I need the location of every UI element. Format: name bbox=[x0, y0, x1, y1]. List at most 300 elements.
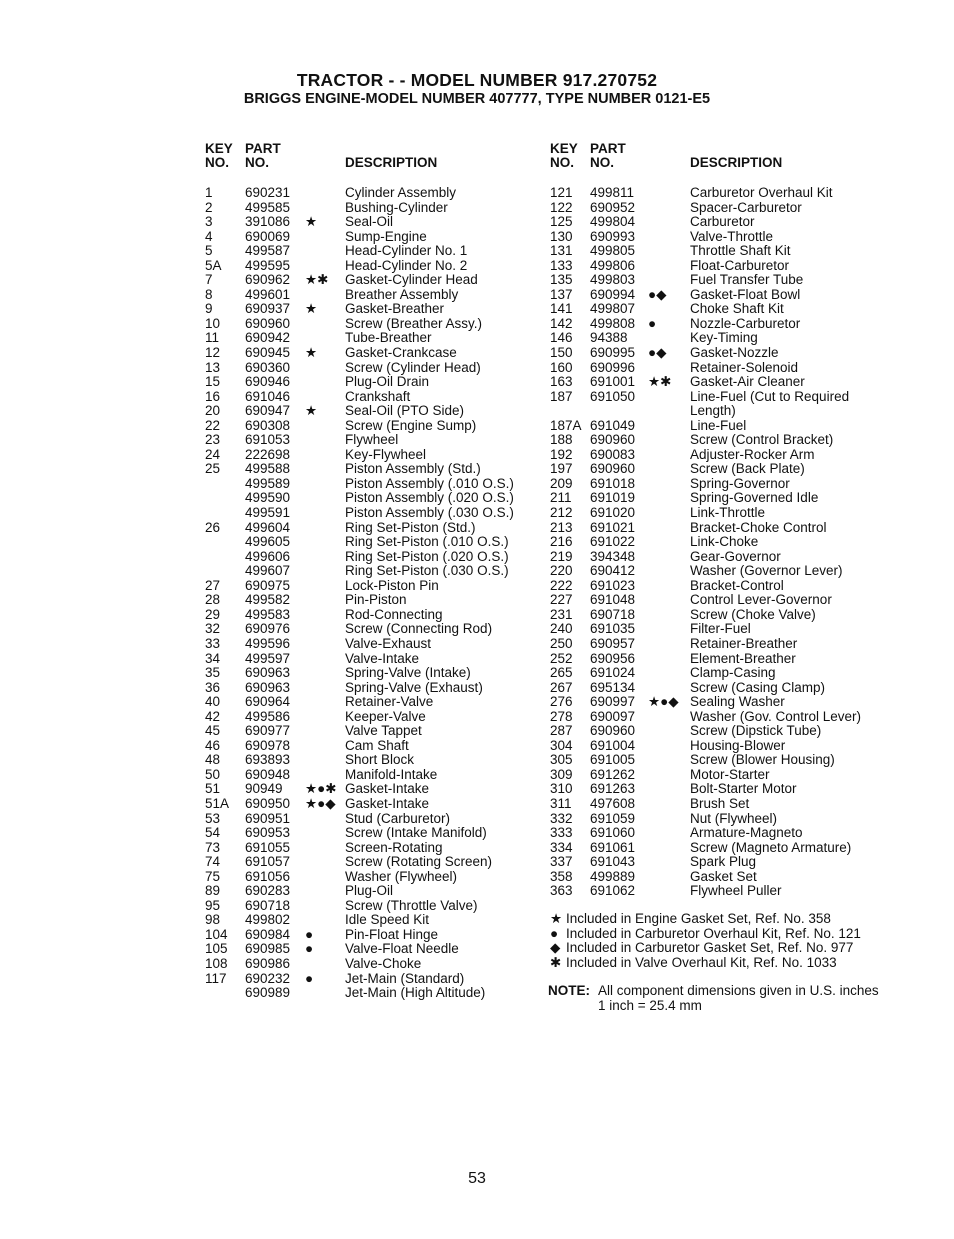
parts-table-left bbox=[205, 142, 535, 1001]
part-no: 691021 bbox=[590, 519, 636, 535]
part-no: 499588 bbox=[245, 461, 291, 477]
key-no: 337 bbox=[550, 854, 573, 870]
key-no: 29 bbox=[205, 606, 221, 622]
table-row bbox=[550, 652, 930, 667]
key-no: 24 bbox=[205, 446, 221, 462]
table-row bbox=[550, 579, 930, 594]
part-no: 499804 bbox=[590, 214, 636, 230]
part-description: Screw (Throttle Valve) bbox=[345, 897, 478, 913]
part-description: Spring-Valve (Intake) bbox=[345, 665, 471, 681]
part-description: Screw (Control Bracket) bbox=[690, 432, 834, 448]
part-description: Pin-Piston bbox=[345, 592, 407, 608]
part-no: 690960 bbox=[590, 461, 636, 477]
table-row bbox=[550, 739, 930, 754]
key-no: 33 bbox=[205, 635, 221, 651]
key-no: 20 bbox=[205, 403, 221, 419]
table-row bbox=[550, 302, 930, 317]
key-no: 7 bbox=[205, 272, 213, 288]
key-no: 46 bbox=[205, 737, 221, 753]
table-row bbox=[550, 390, 930, 405]
key-no: 135 bbox=[550, 272, 573, 288]
table-row bbox=[550, 826, 930, 841]
footnote bbox=[548, 912, 888, 927]
part-no: 690960 bbox=[590, 432, 636, 448]
key-no: 363 bbox=[550, 883, 573, 899]
part-description: Screw (Back Plate) bbox=[690, 461, 805, 477]
note bbox=[548, 984, 888, 1013]
part-description: Ring Set-Piston (Std.) bbox=[345, 519, 476, 535]
key-no: 53 bbox=[205, 810, 221, 826]
part-description: Nut (Flywheel) bbox=[690, 810, 778, 826]
part-description: Piston Assembly (.020 O.S.) bbox=[345, 490, 514, 506]
key-no: 8 bbox=[205, 286, 213, 302]
table-row bbox=[550, 622, 930, 637]
part-description: Seal-Oil (PTO Side) bbox=[345, 403, 465, 419]
key-no: 240 bbox=[550, 621, 573, 637]
table-row bbox=[550, 448, 930, 463]
part-description: Key-Flywheel bbox=[345, 446, 427, 462]
key-no: 28 bbox=[205, 592, 221, 608]
part-no: 499805 bbox=[590, 243, 636, 259]
part-description: Choke Shaft Kit bbox=[690, 301, 784, 317]
part-description: Retainer-Breather bbox=[690, 635, 798, 651]
table-row bbox=[550, 346, 930, 361]
table-row bbox=[205, 259, 535, 274]
footnote-symbol: ★ bbox=[550, 911, 563, 926]
part-no: 691001 bbox=[590, 374, 636, 390]
part-no: 690953 bbox=[245, 825, 291, 841]
header-description: DESCRIPTION bbox=[345, 155, 438, 170]
table-row bbox=[205, 361, 535, 376]
note-label: NOTE: bbox=[548, 983, 590, 999]
table-row bbox=[550, 666, 930, 681]
part-no: 690996 bbox=[590, 359, 636, 375]
included-marker: ★✱ bbox=[648, 374, 672, 390]
part-no: 691048 bbox=[590, 592, 636, 608]
part-description: Stud (Carburetor) bbox=[345, 810, 451, 826]
part-no: 690962 bbox=[245, 272, 291, 288]
part-description: Throttle Shaft Kit bbox=[690, 243, 791, 259]
key-no: 276 bbox=[550, 694, 573, 710]
part-description: Bracket-Choke Control bbox=[690, 519, 827, 535]
part-no: 691005 bbox=[590, 752, 636, 768]
part-description: Crankshaft bbox=[345, 388, 411, 404]
included-marker: ★ bbox=[305, 345, 318, 361]
part-no: 499605 bbox=[245, 534, 291, 550]
key-no: 32 bbox=[205, 621, 221, 637]
key-no: 220 bbox=[550, 563, 573, 579]
table-row bbox=[205, 622, 535, 637]
part-no: 690945 bbox=[245, 345, 291, 361]
table-row bbox=[205, 957, 535, 972]
part-description: Carburetor Overhaul Kit bbox=[690, 185, 833, 200]
included-marker: ★ bbox=[305, 403, 318, 419]
part-description: Gasket-Air Cleaner bbox=[690, 374, 805, 390]
part-description: Spacer-Carburetor bbox=[690, 199, 802, 215]
table-row bbox=[205, 855, 535, 870]
part-description: Gasket-Float Bowl bbox=[690, 286, 801, 302]
table-row bbox=[550, 361, 930, 376]
included-marker: ● bbox=[305, 926, 314, 942]
table-row bbox=[205, 972, 535, 987]
part-description: Screw (Choke Valve) bbox=[690, 606, 816, 622]
table-row bbox=[550, 433, 930, 448]
part-no: 690960 bbox=[245, 315, 291, 331]
key-no: 74 bbox=[205, 854, 221, 870]
footnotes bbox=[548, 912, 888, 1013]
part-description: Retainer-Solenoid bbox=[690, 359, 799, 375]
key-no: 13 bbox=[205, 359, 221, 375]
part-no: 691023 bbox=[590, 577, 636, 593]
table-row bbox=[550, 681, 930, 696]
key-no: 12 bbox=[205, 345, 221, 361]
part-description: Screen-Rotating bbox=[345, 839, 443, 855]
part-no: 499586 bbox=[245, 708, 291, 724]
part-description: Gasket-Cylinder Head bbox=[345, 272, 478, 288]
table-row bbox=[550, 259, 930, 274]
footnote-symbol: ✱ bbox=[550, 954, 562, 970]
parts-table-right bbox=[550, 142, 930, 899]
part-description: Gasket-Nozzle bbox=[690, 345, 779, 361]
part-description: Idle Speed Kit bbox=[345, 912, 430, 928]
table-row bbox=[205, 768, 535, 783]
part-no: 690964 bbox=[245, 694, 291, 710]
part-description: Gasket-Breather bbox=[345, 301, 445, 317]
table-row bbox=[550, 244, 930, 259]
table-row bbox=[550, 884, 930, 899]
table-row bbox=[205, 404, 535, 419]
part-description: Retainer-Valve bbox=[345, 694, 434, 710]
part-no: 690976 bbox=[245, 621, 291, 637]
table-row bbox=[550, 753, 930, 768]
part-no: 690993 bbox=[590, 228, 636, 244]
key-no: 219 bbox=[550, 548, 573, 564]
table-row bbox=[205, 186, 535, 201]
table-row bbox=[550, 855, 930, 870]
part-description: Link-Throttle bbox=[690, 505, 766, 521]
table-row bbox=[205, 884, 535, 899]
part-no: 690989 bbox=[245, 985, 291, 1001]
part-no: 499583 bbox=[245, 606, 291, 622]
part-no: 690718 bbox=[590, 606, 636, 622]
part-description: Gasket Set bbox=[690, 868, 757, 884]
key-no: 304 bbox=[550, 737, 573, 753]
part-description: Short Block bbox=[345, 752, 415, 768]
table-row bbox=[550, 375, 930, 390]
part-no: 499601 bbox=[245, 286, 291, 302]
key-no: 10 bbox=[205, 315, 221, 331]
part-description: Clamp-Casing bbox=[690, 665, 776, 681]
table-row bbox=[205, 913, 535, 928]
key-no: 73 bbox=[205, 839, 221, 855]
table-row bbox=[205, 797, 535, 812]
table-row bbox=[205, 870, 535, 885]
part-description: Screw (Engine Sump) bbox=[345, 417, 477, 433]
part-no: 499806 bbox=[590, 257, 636, 273]
part-no: 391086 bbox=[245, 214, 291, 230]
included-marker: ●◆ bbox=[648, 345, 667, 361]
part-no: 690718 bbox=[245, 897, 291, 913]
part-no: 691056 bbox=[245, 868, 291, 884]
part-no: 499595 bbox=[245, 257, 291, 273]
part-description: Screw (Dipstick Tube) bbox=[690, 723, 822, 739]
part-no: 497608 bbox=[590, 795, 636, 811]
part-description: Head-Cylinder No. 2 bbox=[345, 257, 468, 273]
part-description: Screw (Rotating Screen) bbox=[345, 854, 493, 870]
part-description: Sump-Engine bbox=[345, 228, 427, 244]
part-no: 499807 bbox=[590, 301, 636, 317]
footnote-symbol: ● bbox=[550, 925, 559, 941]
part-description: Head-Cylinder No. 1 bbox=[345, 243, 468, 259]
table-row bbox=[205, 710, 535, 725]
part-no: 690360 bbox=[245, 359, 291, 375]
table-row bbox=[550, 521, 930, 536]
part-description: Housing-Blower bbox=[690, 737, 786, 753]
part-description: Piston Assembly (.010 O.S.) bbox=[345, 475, 514, 491]
table-row bbox=[205, 521, 535, 536]
key-no: 125 bbox=[550, 214, 573, 230]
part-no: 690232 bbox=[245, 970, 291, 986]
part-no: 690283 bbox=[245, 883, 291, 899]
part-description: Ring Set-Piston (.010 O.S.) bbox=[345, 534, 509, 550]
key-no: 334 bbox=[550, 839, 573, 855]
key-no: 26 bbox=[205, 519, 221, 535]
part-no: 499587 bbox=[245, 243, 291, 259]
key-no: 278 bbox=[550, 708, 573, 724]
part-no: 691004 bbox=[590, 737, 636, 753]
part-description: Spark Plug bbox=[690, 854, 757, 870]
key-no: 42 bbox=[205, 708, 221, 724]
part-description: Jet-Main (Standard) bbox=[345, 970, 465, 986]
part-no: 690942 bbox=[245, 330, 291, 346]
key-no: 11 bbox=[205, 330, 220, 346]
table-row bbox=[205, 637, 535, 652]
table-row bbox=[205, 448, 535, 463]
part-no: 499808 bbox=[590, 315, 636, 331]
part-no: 499607 bbox=[245, 563, 291, 579]
key-no: 209 bbox=[550, 475, 573, 491]
key-no: 192 bbox=[550, 446, 573, 462]
part-description: Washer (Flywheel) bbox=[345, 868, 458, 884]
table-row bbox=[550, 419, 930, 434]
key-no: 187 bbox=[550, 388, 573, 404]
table-row bbox=[205, 942, 535, 957]
table-row bbox=[205, 986, 535, 1001]
key-no: 9 bbox=[205, 301, 213, 317]
key-no: 105 bbox=[205, 941, 228, 957]
key-no: 122 bbox=[550, 199, 573, 215]
header-key-no: KEY NO. bbox=[550, 141, 578, 170]
table-body bbox=[205, 186, 535, 1001]
part-description: Element-Breather bbox=[690, 650, 796, 666]
table-row bbox=[550, 695, 930, 710]
footnote-text: Included in Engine Gasket Set, Ref. No. 358 bbox=[566, 911, 831, 926]
key-no: 287 bbox=[550, 723, 573, 739]
part-description: Rod-Connecting bbox=[345, 606, 443, 622]
part-no: 690977 bbox=[245, 723, 291, 739]
part-no: 691060 bbox=[590, 825, 636, 841]
footnote-text: Included in Carburetor Gasket Set, Ref. No. 977 bbox=[566, 940, 854, 956]
included-marker: ★●◆ bbox=[305, 795, 336, 811]
key-no: 333 bbox=[550, 825, 573, 841]
table-row bbox=[550, 186, 930, 201]
table-body bbox=[550, 186, 930, 899]
included-marker: ★●◆ bbox=[648, 694, 679, 710]
table-row bbox=[550, 491, 930, 506]
part-no: 690097 bbox=[590, 708, 636, 724]
part-description: Spring-Governor bbox=[690, 475, 790, 491]
part-description: Pin-Float Hinge bbox=[345, 926, 439, 942]
key-no: 104 bbox=[205, 926, 228, 942]
part-no: 690995 bbox=[590, 345, 636, 361]
page-subtitle: BRIGGS ENGINE-MODEL NUMBER 407777, TYPE NUMBER 0121-E5 bbox=[243, 91, 711, 107]
part-no: 691018 bbox=[590, 475, 636, 491]
included-marker: ★ bbox=[305, 301, 318, 317]
part-description: Line-Fuel bbox=[690, 417, 747, 433]
part-no: 499597 bbox=[245, 650, 291, 666]
key-no: 187A bbox=[550, 417, 582, 433]
part-no: 499589 bbox=[245, 475, 291, 491]
key-no: 227 bbox=[550, 592, 573, 608]
part-no: 690937 bbox=[245, 301, 291, 317]
part-no: 691046 bbox=[245, 388, 291, 404]
page-title: TRACTOR - - MODEL NUMBER 917.270752 bbox=[296, 70, 658, 90]
key-no: 131 bbox=[550, 243, 573, 259]
part-no: 693893 bbox=[245, 752, 291, 768]
key-no: 16 bbox=[205, 388, 221, 404]
part-no: 94388 bbox=[590, 330, 628, 346]
part-description: Spring-Governed Idle bbox=[690, 490, 819, 506]
table-row bbox=[550, 797, 930, 812]
part-description: Bolt-Starter Motor bbox=[690, 781, 797, 797]
part-no: 690947 bbox=[245, 403, 291, 419]
part-no: 691061 bbox=[590, 839, 636, 855]
part-no: 691055 bbox=[245, 839, 291, 855]
part-no: 695134 bbox=[590, 679, 636, 695]
part-description: Valve-Throttle bbox=[690, 228, 774, 244]
note-text: All component dimensions given in U.S. inches 1 inch = 25.4 mm bbox=[598, 983, 879, 1013]
part-description: Plug-Oil bbox=[345, 883, 394, 899]
table-header bbox=[550, 142, 930, 186]
table-row bbox=[550, 550, 930, 565]
part-no: 690997 bbox=[590, 694, 636, 710]
key-no: 216 bbox=[550, 534, 573, 550]
footnote bbox=[548, 927, 888, 942]
table-row bbox=[205, 724, 535, 739]
part-description: Breather Assembly bbox=[345, 286, 459, 302]
table-row bbox=[550, 273, 930, 288]
table-row bbox=[550, 317, 930, 332]
part-no: 690994 bbox=[590, 286, 636, 302]
part-description: Nozzle-Carburetor bbox=[690, 315, 801, 331]
table-row bbox=[205, 215, 535, 230]
part-no: 690231 bbox=[245, 185, 291, 200]
key-no: 197 bbox=[550, 461, 573, 477]
key-no: 252 bbox=[550, 650, 573, 666]
part-description: Length) bbox=[690, 403, 736, 419]
table-row bbox=[205, 375, 535, 390]
included-marker: ● bbox=[305, 970, 314, 986]
key-no: 5A bbox=[205, 257, 222, 273]
key-no: 34 bbox=[205, 650, 221, 666]
part-no: 690986 bbox=[245, 955, 291, 971]
part-no: 691050 bbox=[590, 388, 636, 404]
part-description: Manifold-Intake bbox=[345, 766, 438, 782]
part-no: 499606 bbox=[245, 548, 291, 564]
table-row bbox=[205, 652, 535, 667]
key-no: 15 bbox=[205, 374, 221, 390]
key-no: 51 bbox=[205, 781, 221, 797]
part-no: 690963 bbox=[245, 665, 291, 681]
part-no: 394348 bbox=[590, 548, 636, 564]
part-no: 691022 bbox=[590, 534, 636, 550]
table-row bbox=[205, 506, 535, 521]
header-key-no: KEY NO. bbox=[205, 141, 233, 170]
table-row bbox=[205, 826, 535, 841]
footnote bbox=[548, 956, 888, 971]
key-no: 3 bbox=[205, 214, 213, 230]
key-no: 35 bbox=[205, 665, 221, 681]
part-description: Seal-Oil bbox=[345, 214, 394, 230]
key-no: 50 bbox=[205, 766, 221, 782]
part-no: 691043 bbox=[590, 854, 636, 870]
key-no: 163 bbox=[550, 374, 573, 390]
key-no: 137 bbox=[550, 286, 573, 302]
part-description: Filter-Fuel bbox=[690, 621, 751, 637]
part-description: Brush Set bbox=[690, 795, 750, 811]
key-no: 211 bbox=[550, 490, 572, 506]
table-row bbox=[205, 390, 535, 405]
part-description: Screw (Connecting Rod) bbox=[345, 621, 493, 637]
table-row bbox=[205, 782, 535, 797]
table-row bbox=[550, 331, 930, 346]
part-description: Ring Set-Piston (.020 O.S.) bbox=[345, 548, 509, 564]
part-description: Jet-Main (High Altitude) bbox=[345, 985, 486, 1001]
part-no: 499591 bbox=[245, 505, 291, 521]
part-description: Screw (Intake Manifold) bbox=[345, 825, 487, 841]
key-no: 89 bbox=[205, 883, 221, 899]
part-description: Bushing-Cylinder bbox=[345, 199, 448, 215]
part-no: 690308 bbox=[245, 417, 291, 433]
key-no: 332 bbox=[550, 810, 573, 826]
table-row bbox=[550, 215, 930, 230]
part-description: Flywheel bbox=[345, 432, 399, 448]
key-no: 27 bbox=[205, 577, 221, 593]
header-part-no: PART NO. bbox=[245, 141, 281, 170]
part-no: 499582 bbox=[245, 592, 291, 608]
part-no: 499590 bbox=[245, 490, 291, 506]
table-row bbox=[205, 695, 535, 710]
table-row bbox=[205, 608, 535, 623]
table-row bbox=[205, 928, 535, 943]
table-row bbox=[550, 506, 930, 521]
part-description: Valve Tappet bbox=[345, 723, 422, 739]
part-no: 690984 bbox=[245, 926, 291, 942]
part-description: Line-Fuel (Cut to Required bbox=[690, 388, 850, 404]
key-no: 188 bbox=[550, 432, 573, 448]
part-no: 691053 bbox=[245, 432, 291, 448]
part-no: 690952 bbox=[590, 199, 636, 215]
part-no: 691059 bbox=[590, 810, 636, 826]
table-row bbox=[205, 346, 535, 361]
key-no: 311 bbox=[550, 795, 572, 811]
part-description: Carburetor bbox=[690, 214, 755, 230]
page-number: 53 bbox=[468, 1170, 486, 1187]
part-description: Gasket-Crankcase bbox=[345, 345, 457, 361]
key-no: 51A bbox=[205, 795, 230, 811]
included-marker: ★✱ bbox=[305, 272, 329, 288]
table-row bbox=[205, 579, 535, 594]
